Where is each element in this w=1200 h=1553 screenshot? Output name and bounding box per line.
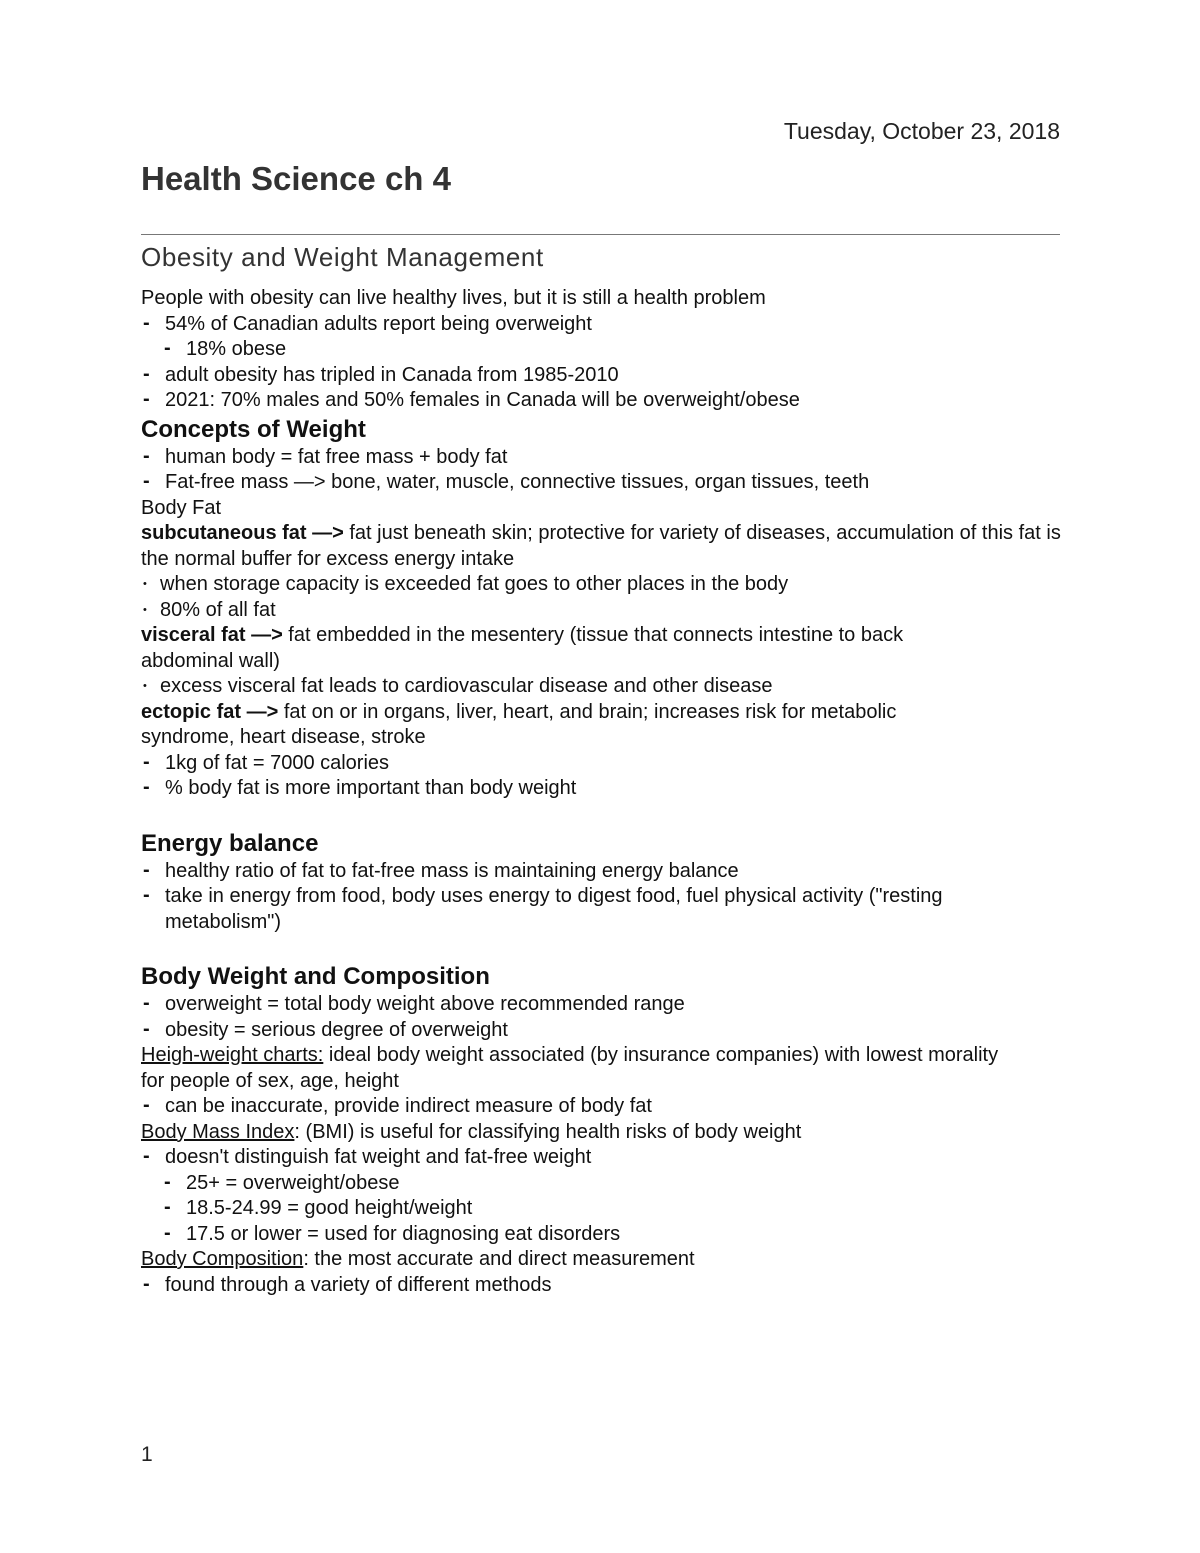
definition-text: fat on or in organs, liver, heart, and brain; increases risk for metabolic syndrome, heart disease, stroke [141,700,897,748]
list-item: - human body = fat free mass + body fat [141,445,1061,471]
bullet-item: • when storage capacity is exceeded fat goes to other places in the body [141,572,1061,598]
list-item: - adult obesity has tripled in Canada from 1985-2010 [141,363,1061,389]
list-item: - 1kg of fat = 7000 calories [141,751,1061,777]
page-number: 1 [141,1443,153,1466]
list-item: - 18.5-24.99 = good height/weight [162,1196,1061,1222]
heading-energy-balance: Energy balance [141,829,319,857]
list-item: - 2021: 70% males and 50% females in Canada will be overweight/obese [141,388,1061,414]
list-item: - can be inaccurate, provide indirect measure of body fat [141,1094,1061,1120]
list-item: - found through a variety of different methods [141,1273,1061,1299]
height-weight-charts-definition [141,1043,1061,1094]
subcutaneous-fat-definition [141,521,1061,572]
term: Heigh-weight charts: [141,1044,324,1066]
title-divider [141,234,1060,235]
term: visceral fat —> [141,624,283,646]
bmi-definition [141,1120,1061,1146]
section-subtitle: Obesity and Weight Management [141,242,544,272]
visceral-fat-definition [141,623,1061,674]
body-fat-label: Body Fat [141,496,222,519]
term: subcutaneous fat —> [141,522,344,544]
term: ectopic fat —> [141,700,279,723]
ectopic-fat-definition [141,700,1061,751]
definition-text: : (BMI) is useful for classifying health risks of body weight [294,1120,802,1143]
list-item: - obesity = serious degree of overweight [141,1018,1061,1044]
note-date: Tuesday, October 23, 2018 [783,118,1060,144]
bullet-item: • 80% of all fat [141,598,1061,624]
body-composition-definition [141,1247,1061,1273]
definition-text: fat just beneath skin; protective for variety of diseases, accumulation of this fat is the normal buffer for excess energy intake [141,522,1061,570]
definition-text: ideal body weight associated (by insurance companies) with lowest morality for people of sex, age, height [141,1044,999,1092]
list-item: - take in energy from food, body uses energy to digest food, fuel physical activity ("resting metabolism") [141,884,1061,935]
heading-concepts-of-weight: Concepts of Weight [141,415,366,443]
list-item: - Fat-free mass —> bone, water, muscle, connective tissues, organ tissues, teeth [141,470,1061,496]
term: Body Mass Index [141,1120,295,1143]
list-item: - overweight = total body weight above recommended range [141,992,1061,1018]
heading-body-weight-composition: Body Weight and Composition [141,963,490,990]
list-item: - 25+ = overweight/obese [162,1171,1061,1197]
note-body [141,286,1061,1298]
definition-text: fat embedded in the mesentery (tissue that connects intestine to back abdominal wall) [141,624,904,672]
term: Body Composition [141,1248,304,1270]
list-item: - 17.5 or lower = used for diagnosing eat disorders [162,1222,1061,1248]
list-item: - 18% obese [162,337,1061,363]
list-item: - % body fat is more important than body weight [141,776,1061,802]
intro-text: People with obesity can live healthy lives, but it is still a health problem [141,287,766,309]
list-item: - healthy ratio of fat to fat-free mass is maintaining energy balance [141,859,1061,885]
page-title: Health Science ch 4 [141,160,451,197]
list-item: - doesn't distinguish fat weight and fat-free weight [141,1145,1061,1171]
definition-text: : the most accurate and direct measurement [303,1248,695,1270]
bullet-item: • excess visceral fat leads to cardiovascular disease and other disease [141,674,1061,700]
list-item: - 54% of Canadian adults report being overweight [141,312,1061,338]
